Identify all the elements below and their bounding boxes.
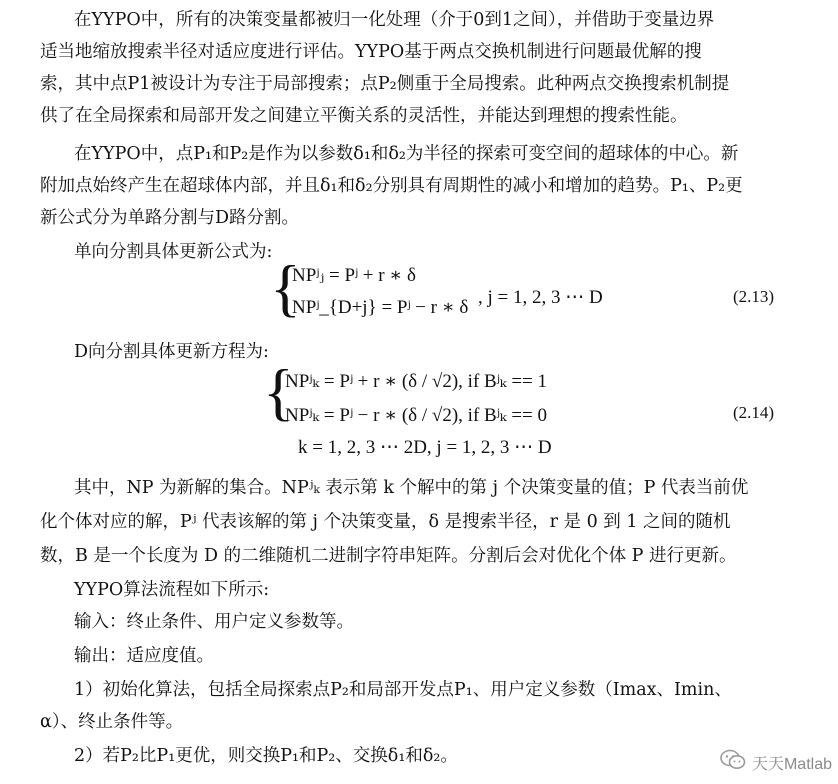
equation-213-range: , j = 1, 2, 3 ⋯ D xyxy=(478,287,603,308)
equation-214-line-2: NPʲₖ = Pʲ − r ∗ (δ / √2), if Bʲₖ == 0 xyxy=(285,405,548,426)
equation-214-brace: { xyxy=(263,356,294,427)
flow-input: 输入：终止条件、用户定义参数等。 xyxy=(74,612,354,632)
paragraph-1-line-1: 在YYPO中，所有的决策变量都被归一化处理（介于0到1之间），并借助于变量边界 xyxy=(74,10,715,30)
watermark xyxy=(720,749,832,776)
flow-heading: YYPO算法流程如下所示: xyxy=(74,580,270,600)
paragraph-2-line-3: 新公式分为单路分割与D路分割。 xyxy=(40,208,300,228)
equation-214-line-1: NPʲₖ = Pʲ + r ∗ (δ / √2), if Bʲₖ == 1 xyxy=(285,371,548,392)
paragraph-1-line-3: 索，其中点P1被设计为专注于局部搜索；点P₂侧重于全局搜索。此种两点交换搜索机制提 xyxy=(40,74,730,94)
single-split-heading: 单向分割具体更新公式为: xyxy=(74,242,273,262)
paragraph-3-line-1: 其中，NP 为新解的集合。NPʲₖ 表示第 k 个解中的第 j 个决策变量的值；P 代表当前优 xyxy=(74,478,749,498)
equation-213-brace: { xyxy=(270,252,301,323)
flow-step-1-line-1: 1）初始化算法，包括全局探索点P₂和局部开发点P₁、用户定义参数（Imax、Imin、 xyxy=(74,680,732,700)
paragraph-2-line-1: 在YYPO中，点P₁和P₂是作为以参数δ₁和δ₂为半径的探索可变空间的超球体的中心。新 xyxy=(74,144,739,164)
equation-213-line-1: NPʲⱼ = Pʲ + r ∗ δ xyxy=(292,265,416,286)
paragraph-1-line-2: 适当地缩放搜索半径对适应度进行评估。YYPO基于两点交换机制进行问题最优解的搜 xyxy=(40,42,702,62)
paragraph-3-line-3: 数，B 是一个长度为 D 的二维随机二进制字符串矩阵。分割后会对优化个体 P 进行更新。 xyxy=(40,546,737,566)
flow-output: 输出：适应度值。 xyxy=(74,646,214,666)
d-split-heading: D向分割具体更新方程为: xyxy=(74,342,269,362)
paragraph-2-line-2: 附加点始终产生在超球体内部，并且δ₁和δ₂分别具有周期性的减小和增加的趋势。P₁、P₂更 xyxy=(40,176,743,196)
equation-213-line-2: NPʲ_{D+j} = Pʲ − r ∗ δ xyxy=(292,297,469,318)
flow-step-2: 2）若P₂比P₁更优，则交换P₁和P₂、交换δ₁和δ₂。 xyxy=(74,746,458,766)
equation-213-number: (2.13) xyxy=(733,287,775,306)
equation-214-number: (2.14) xyxy=(733,403,775,422)
paragraph-1-line-4: 供了在全局探索和局部开发之间建立平衡关系的灵活性，并能达到理想的搜索性能。 xyxy=(40,106,688,126)
wechat-icon xyxy=(720,749,746,776)
watermark-text: 天天Matlab xyxy=(751,756,832,773)
flow-step-1-line-2: α）、终止条件等。 xyxy=(40,712,184,732)
equation-214-line-3: k = 1, 2, 3 ⋯ 2D, j = 1, 2, 3 ⋯ D xyxy=(298,437,552,458)
paragraph-3-line-2: 化个体对应的解，Pʲ 代表该解的第 j 个决策变量，δ 是搜索半径，r 是 0 到 1 之间的随机 xyxy=(40,512,731,532)
